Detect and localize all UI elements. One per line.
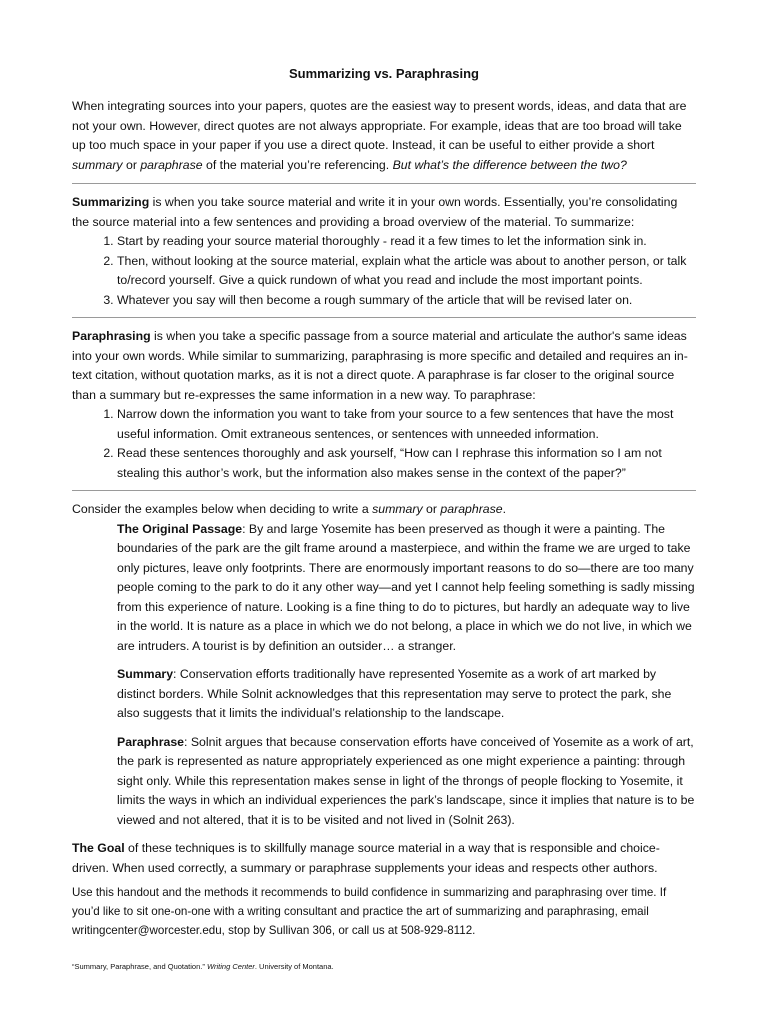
paraphrasing-definition-text: is when you take a specific passage from a source material and articulate the author's same ideas into your own words. While similar to summarizing, paraphrasing is more specific and detailed and requires an in-text citation, without quotation marks, as it is not a direct quote. A paraphrase is far closer to the original source than a summary but re-expresses the same information in a new way. To paraphrase: (72, 329, 688, 402)
intro-paragraph (72, 97, 696, 175)
summarizing-step: 3. Whatever you say will then become a rough summary of the article that will be revised later on. (117, 291, 696, 311)
summarizing-term: Summarizing (72, 195, 150, 209)
divider (72, 317, 696, 318)
paraphrasing-term: Paraphrasing (72, 329, 151, 343)
summary-example-label: Summary (117, 667, 174, 681)
examples-or-word: or (422, 502, 441, 516)
divider (72, 490, 696, 491)
footnote-rest: . University of Montana. (254, 962, 334, 971)
summarizing-definition-text: is when you take source material and write it in your own words. Essentially, you’re consolidating the source material into a few sentences and providing a broad overview of the material. To summarize: (72, 195, 678, 229)
examples-block (72, 520, 696, 831)
goal-term: The Goal (72, 841, 125, 855)
paraphrase-example (117, 733, 696, 831)
paraphrasing-step: 1. Narrow down the information you want to take from your source to a few sentences that have the most useful information. Omit extraneous sentences, or sentences with unneeded information. (117, 405, 696, 444)
summarizing-steps (72, 232, 696, 310)
paraphrasing-step: 2. Read these sentences thoroughly and ask yourself, “How can I rephrase this information so I am not stealing this author’s work, but the information also makes sense in the context of the paper?” (117, 444, 696, 483)
paraphrase-example-label: Paraphrase (117, 734, 184, 749)
summarizing-step: 2. Then, without looking at the source material, explain what the article was about to another person, or talk to/record yourself. Give a quick rundown of what you read and include the most important points. (117, 252, 696, 291)
examples-end: . (502, 502, 507, 516)
summarizing-step: 1. Start by reading your source material thoroughly - read it a few times to let the information sink in. (117, 232, 696, 252)
examples-summary-word: summary (372, 502, 423, 516)
summary-example-text: : Conservation efforts traditionally have represented Yosemite as a work of art marked by distinct borders. While Solnit acknowledges that this representation may serve to protect the park, she also suggests that it limits the individual’s relationship to the landscape. (117, 667, 672, 720)
paraphrasing-definition (72, 327, 696, 405)
paraphrasing-section (72, 327, 696, 483)
summary-example (117, 665, 696, 724)
goal-paragraph (72, 839, 696, 878)
intro-text-2: of the material you’re referencing. (202, 157, 393, 172)
intro-or-word: or (122, 157, 141, 172)
intro-summary-word: summary (72, 157, 123, 172)
intro-paraphrase-word: paraphrase (140, 157, 203, 172)
original-passage-text: : By and large Yosemite has been preserved as though it were a painting. The boundaries of the park are the gilt frame around a masterpiece, and within the frame we are urged to take only pictures, leave only footprints. There are enormously important reasons to do so—there are too many people coming to the park to do it any other way—and yet I cannot help feeling something is sadly missing from this experience of nature. Looking is a fine thing to do to pictures, but hardly an adequate way to live in the world. It is nature as a place in which we do not belong, a place in which we do not live, in which we are intruders. A tourist is by definition an outsider… a stranger. (117, 521, 695, 653)
examples-paraphrase-word: paraphrase (440, 502, 503, 516)
footnote-source: Writing Center (206, 962, 255, 971)
page-title: Summarizing vs. Paraphrasing (288, 66, 479, 81)
footnote (72, 962, 696, 972)
footnote-citation: “Summary, Paraphrase, and Quotation.” (72, 962, 207, 971)
examples-lead-text: Consider the examples below when deciding to write a (72, 502, 373, 516)
contact-paragraph: Use this handout and the methods it recommends to build confidence in summarizing and paraphrasing over time. If you’d like to sit one-on-one with a writing consultant and practice the art of summarizing and paraphrasing, email writingcenter@worcester.edu, stop by Sullivan 306, or call us at 508-929-8112. (72, 886, 667, 937)
original-passage (117, 520, 696, 657)
divider (72, 183, 696, 184)
intro-text: When integrating sources into your papers, quotes are the easiest way to present words, ideas, and data that are not your own. However, direct quotes are not always appropriate. For example, ideas that are too broad will take up too much space in your paper if you use a direct quote. Instead, it can be useful to either provide a short (72, 99, 687, 152)
intro-question: But what’s the difference between the two? (392, 157, 627, 172)
summarizing-definition (72, 193, 696, 232)
paraphrase-example-text: : Solnit argues that because conservation efforts have conceived of Yosemite as a work of art, the park is represented as nature appropriately experienced as one might experience a painting: through sight only. While this representation makes sense in light of the throngs of people flocking to Yosemite, it limits the ways in which an individual experiences the park’s landscape, since it implies that nature is to be viewed and not altered, that it is to be visited and not lived in (Solnit 263). (117, 734, 695, 827)
original-passage-label: The Original Passage (117, 521, 243, 536)
examples-lead (72, 500, 696, 520)
goal-text: of these techniques is to skillfully manage source material in a way that is responsible and choice-driven. When used correctly, a summary or paraphrase supplements your ideas and respects other authors. (72, 841, 660, 875)
summarizing-section (72, 193, 696, 310)
paraphrasing-steps (72, 405, 696, 483)
